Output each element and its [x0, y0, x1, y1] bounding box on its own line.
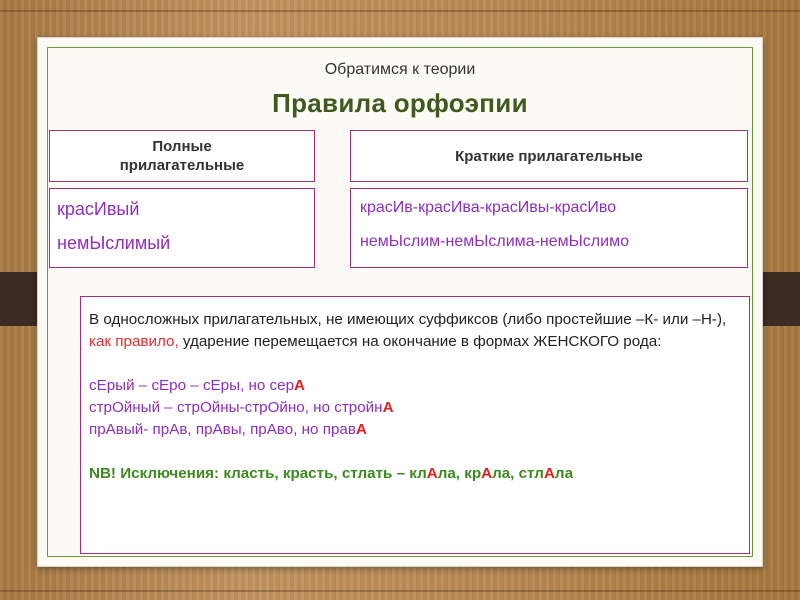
nb-exceptions: NB! Исключения: класть, красть, стлать – клАла, крАла, стлАла: [89, 465, 574, 482]
slide-title: Правила орфоэпии: [272, 88, 528, 118]
short-adjectives-examples-box: [350, 188, 748, 268]
short-adjectives-header-box: [350, 130, 748, 182]
right-bracket: [760, 272, 800, 326]
full-adjective-example: красИвый: [57, 199, 140, 219]
short-adjective-example: немЫслим-немЫслима-немЫслимо: [360, 233, 629, 250]
short-adjective-example: красИв-красИва-красИвы-красИво: [360, 199, 617, 216]
slide-frame: [47, 47, 753, 557]
full-adjectives-header-box: [49, 130, 315, 182]
slide-subtitle: Обратимся к теории: [324, 61, 476, 78]
full-adjectives-header: Полные прилагательные: [119, 138, 245, 174]
slide: [37, 37, 763, 567]
rule-text: В односложных прилагательных, не имеющих суффиксов (либо простейшие –К- или –Н-), как правило, ударение перемещается на окончание в формах ЖЕНСКОГО рода:: [89, 311, 727, 350]
rule-example: прАвый- прАв, прАвы, прАво, но правА: [89, 421, 367, 438]
full-adjectives-examples-box: [49, 188, 315, 268]
rule-highlight: как правило,: [89, 333, 179, 350]
full-adjective-example: немЫслимый: [57, 233, 171, 253]
rule-example: сЕрый – сЕро – сЕры, но серА: [89, 377, 305, 394]
short-adjectives-header: Краткие прилагательные: [455, 147, 643, 165]
left-bracket: [0, 272, 40, 326]
rule-example: стрОйный – стрОйны-стрОйно, но стройнА: [89, 399, 394, 416]
wood-plank-line: [0, 590, 800, 592]
rule-box: [80, 296, 750, 554]
wood-plank-line: [0, 10, 800, 12]
